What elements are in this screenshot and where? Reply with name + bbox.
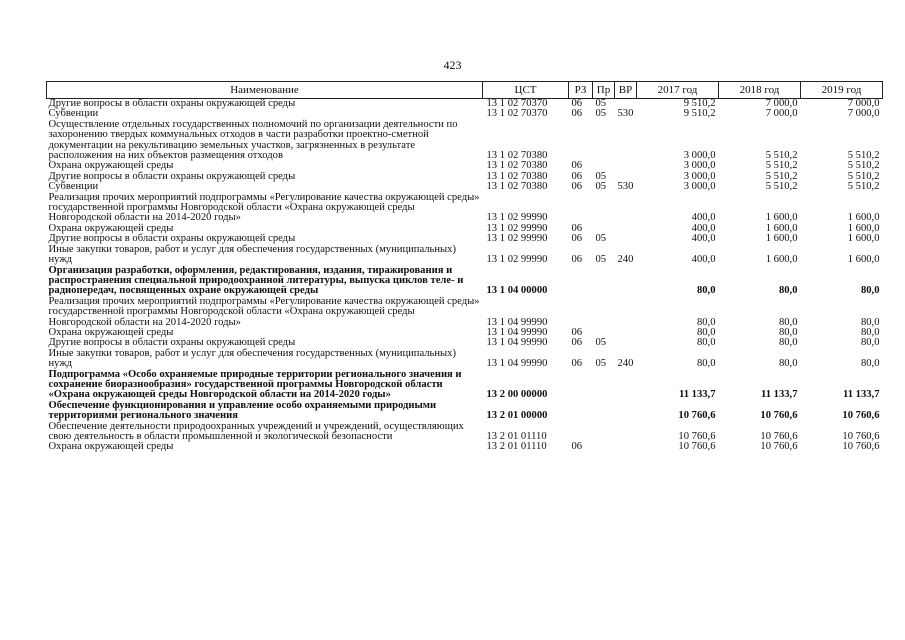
cell-2017: 80,0 [696, 316, 716, 328]
cell-2018: 1 600,0 [765, 233, 798, 245]
table-row [47, 401, 883, 422]
cell-2019: 1 600,0 [847, 233, 880, 245]
cell-pr [593, 297, 615, 328]
cell-2017: 10 760,6 [678, 431, 716, 442]
cell-rz: 06 [571, 254, 583, 266]
header-vr: ВР [615, 82, 637, 99]
cell-2018: 10 760,6 [760, 410, 798, 422]
cell-name: Иные закупки товаров, работ и услуг для обеспечения государственных (муниципальных) нужд [48, 347, 456, 370]
cell-rz: 06 [571, 358, 583, 370]
cell-2018: 80,0 [778, 316, 798, 328]
cell-rz: 06 [571, 441, 583, 453]
cell-name: Другие вопросы в области охраны окружающей среды [48, 170, 296, 182]
cell-2017: 80,0 [696, 285, 716, 297]
cell-rz [569, 370, 593, 401]
cell-cst: 13 1 04 99990 [486, 358, 548, 370]
cell-rz [569, 266, 593, 297]
cell-2018: 1 600,0 [765, 212, 798, 224]
cell-2018: 80,0 [778, 337, 798, 349]
cell-name: Иные закупки товаров, работ и услуг для обеспечения государственных (муниципальных) нужд [48, 243, 456, 266]
cell-cst: 13 1 02 70380 [486, 150, 548, 162]
cell-name: Другие вопросы в области охраны окружающей среды [48, 98, 296, 109]
cell-2017: 10 760,6 [678, 410, 716, 422]
table-row [47, 370, 883, 401]
cell-2017: 9 510,2 [683, 108, 716, 120]
cell-2019: 7 000,0 [847, 108, 880, 120]
header-2018: 2018 год [719, 82, 801, 99]
cell-cst: 13 2 01 01110 [486, 431, 547, 442]
cell-2019: 1 600,0 [847, 222, 880, 234]
cell-cst: 13 2 01 01110 [486, 441, 547, 453]
cell-2019: 5 510,2 [847, 150, 880, 162]
cell-name: Обеспечение деятельности природоохранных учреждений и учреждений, осуществляющих свою деятельность в области промышленной и экологической безопасности [48, 420, 464, 442]
cell-name: Субвенции [48, 181, 99, 193]
cell-name: Другие вопросы в области охраны окружающей среды [48, 233, 296, 245]
cell-cst: 13 1 02 70370 [486, 98, 548, 109]
cell-pr [593, 401, 615, 422]
cell-vr: 240 [617, 254, 634, 266]
cell-2019: 80,0 [860, 285, 880, 297]
table-row [47, 120, 883, 162]
table-row [47, 245, 883, 266]
cell-2019: 5 510,2 [847, 170, 880, 182]
cell-cst: 13 1 04 99990 [486, 337, 548, 349]
cell-2019: 7 000,0 [847, 98, 880, 109]
cell-vr [615, 442, 637, 452]
cell-2017: 3 000,0 [683, 170, 716, 182]
cell-2019: 80,0 [860, 326, 880, 338]
cell-2018: 7 000,0 [765, 108, 798, 120]
cell-name: Реализация прочих мероприятий подпрограммы «Регулирование качества окружающей среды» государственной программы Новгородской области «Охрана окружающей среды Новгородской области на 2014-2020 годы» [48, 295, 480, 328]
cell-vr [615, 266, 637, 297]
cell-2017: 80,0 [696, 337, 716, 349]
cell-rz: 06 [571, 181, 583, 193]
cell-vr [615, 297, 637, 328]
cell-vr [615, 328, 637, 338]
cell-vr [615, 120, 637, 162]
cell-2018: 1 600,0 [765, 254, 798, 266]
cell-pr [593, 266, 615, 297]
cell-rz [569, 401, 593, 422]
table-body [47, 99, 883, 453]
cell-rz [569, 120, 593, 162]
cell-2018: 5 510,2 [765, 181, 798, 193]
cell-2017: 80,0 [696, 358, 716, 370]
cell-cst: 13 1 02 99990 [486, 254, 548, 266]
cell-pr: 05 [595, 254, 607, 266]
cell-pr: 05 [595, 337, 607, 349]
cell-vr [615, 234, 637, 244]
cell-2018: 80,0 [778, 326, 798, 338]
cell-2018: 1 600,0 [765, 222, 798, 234]
cell-cst: 13 2 00 00000 [486, 389, 548, 401]
cell-pr [593, 370, 615, 401]
cell-rz: 06 [571, 98, 583, 109]
cell-rz: 06 [571, 108, 583, 120]
cell-2018: 11 133,7 [761, 389, 798, 401]
header-2017: 2017 год [637, 82, 719, 99]
cell-pr: 05 [595, 233, 607, 245]
cell-pr [593, 422, 615, 443]
cell-2018: 5 510,2 [765, 160, 798, 172]
table-row [47, 349, 883, 370]
cell-rz: 06 [571, 170, 583, 182]
cell-rz: 06 [571, 326, 583, 338]
cell-vr [615, 161, 637, 171]
cell-pr: 05 [595, 108, 607, 120]
cell-pr: 05 [595, 181, 607, 193]
cell-name: Подпрограмма «Особо охраняемые природные территории регионального значения и сохранение биоразнообразия» государственной программы Новгородской области «Охрана окружающей среды Новгородской области на 2014-2020 годы» [48, 368, 462, 401]
cell-pr: 05 [595, 170, 607, 182]
cell-rz: 06 [571, 337, 583, 349]
cell-2019: 5 510,2 [847, 181, 880, 193]
cell-vr [615, 401, 637, 422]
header-2019: 2019 год [801, 82, 883, 99]
table-row [47, 99, 883, 110]
cell-rz: 06 [571, 160, 583, 172]
cell-cst: 13 1 02 99990 [486, 222, 548, 234]
header-pr: Пр [593, 82, 615, 99]
cell-2017: 400,0 [691, 254, 716, 266]
cell-2019: 10 760,6 [842, 410, 880, 422]
cell-cst: 13 1 02 70380 [486, 181, 548, 193]
cell-cst: 13 1 02 70380 [486, 170, 548, 182]
cell-name: Другие вопросы в области охраны окружающей среды [48, 337, 296, 349]
cell-2019: 1 600,0 [847, 212, 880, 224]
cell-vr: 240 [617, 358, 634, 370]
cell-2019: 10 760,6 [842, 431, 880, 442]
cell-vr [615, 338, 637, 348]
cell-2017: 400,0 [691, 212, 716, 224]
cell-pr: 05 [595, 358, 607, 370]
cell-2018: 7 000,0 [765, 98, 798, 109]
table-row [47, 297, 883, 328]
cell-rz: 06 [571, 222, 583, 234]
cell-2019: 11 133,7 [843, 389, 880, 401]
cell-2017: 3 000,0 [683, 181, 716, 193]
cell-2018: 80,0 [778, 358, 798, 370]
cell-pr [593, 120, 615, 162]
cell-vr [615, 193, 637, 224]
cell-cst: 13 1 02 70380 [486, 160, 548, 172]
cell-cst: 13 1 02 99990 [486, 212, 548, 224]
cell-2019: 5 510,2 [847, 160, 880, 172]
cell-2017: 3 000,0 [683, 160, 716, 172]
cell-name: Обеспечение функционирования и управление особо охраняемыми природными территориями регионального значения [48, 399, 437, 422]
cell-name: Охрана окружающей среды [48, 326, 174, 338]
cell-2017: 400,0 [691, 233, 716, 245]
cell-rz [569, 422, 593, 443]
cell-name: Организация разработки, оформления, редактирования, издания, тиражирования и распространения специальной природоохранной литературы, выпуска циклов теле- и радиопередач, посвященных охране окружающей среды [48, 264, 464, 297]
budget-table [46, 81, 883, 453]
cell-2017: 9 510,2 [683, 98, 716, 109]
cell-pr [593, 193, 615, 224]
cell-2018: 80,0 [778, 285, 798, 297]
table-row [47, 442, 883, 452]
cell-2017: 10 760,6 [678, 441, 716, 453]
cell-cst: 13 1 02 99990 [486, 233, 548, 245]
cell-name: Охрана окружающей среды [48, 441, 174, 453]
cell-cst: 13 1 04 00000 [486, 285, 548, 297]
cell-vr: 530 [617, 181, 634, 193]
cell-cst: 13 1 02 70370 [486, 108, 548, 120]
cell-name: Охрана окружающей среды [48, 160, 174, 172]
cell-2018: 5 510,2 [765, 170, 798, 182]
header-name: Наименование [47, 82, 483, 99]
cell-2018: 10 760,6 [760, 441, 798, 453]
cell-cst: 13 2 01 00000 [486, 410, 548, 422]
cell-rz: 06 [571, 233, 583, 245]
cell-2019: 80,0 [860, 316, 880, 328]
cell-rz [569, 193, 593, 224]
cell-vr [615, 224, 637, 234]
cell-2019: 80,0 [860, 358, 880, 370]
cell-2019: 1 600,0 [847, 254, 880, 266]
cell-pr: 05 [595, 98, 607, 109]
header-cst: ЦСТ [483, 82, 569, 99]
cell-cst: 13 1 04 99990 [486, 316, 548, 328]
cell-name: Охрана окружающей среды [48, 222, 174, 234]
cell-2017: 3 000,0 [683, 150, 716, 162]
table-row [47, 422, 883, 443]
table-row [47, 266, 883, 297]
cell-vr [615, 422, 637, 443]
cell-pr [593, 442, 615, 452]
cell-cst: 13 1 04 99990 [486, 326, 548, 338]
cell-2018: 5 510,2 [765, 150, 798, 162]
cell-name: Осуществление отдельных государственных полномочий по организации деятельности по захоронению твердых коммунальных отходов в части разработки проектно-сметной документации на рекультивацию земельных участков, загрязненных в результате расположения на них объектов размещения отходов [48, 118, 458, 162]
page-number: 423 [443, 58, 462, 72]
cell-2017: 11 133,7 [679, 389, 716, 401]
cell-2019: 10 760,6 [842, 441, 880, 453]
cell-name: Субвенции [48, 108, 99, 120]
cell-2018: 10 760,6 [760, 431, 798, 442]
cell-2017: 80,0 [696, 326, 716, 338]
cell-2017: 400,0 [691, 222, 716, 234]
cell-2019: 80,0 [860, 337, 880, 349]
header-rz: РЗ [569, 82, 593, 99]
table-row [47, 172, 883, 182]
cell-name: Реализация прочих мероприятий подпрограммы «Регулирование качества окружающей среды» государственной программы Новгородской области «Охрана окружающей среды Новгородской области на 2014-2020 годы» [48, 191, 480, 224]
cell-vr [615, 370, 637, 401]
table-row [47, 193, 883, 224]
cell-vr: 530 [617, 108, 634, 120]
table-header-row [47, 82, 883, 99]
cell-rz [569, 297, 593, 328]
